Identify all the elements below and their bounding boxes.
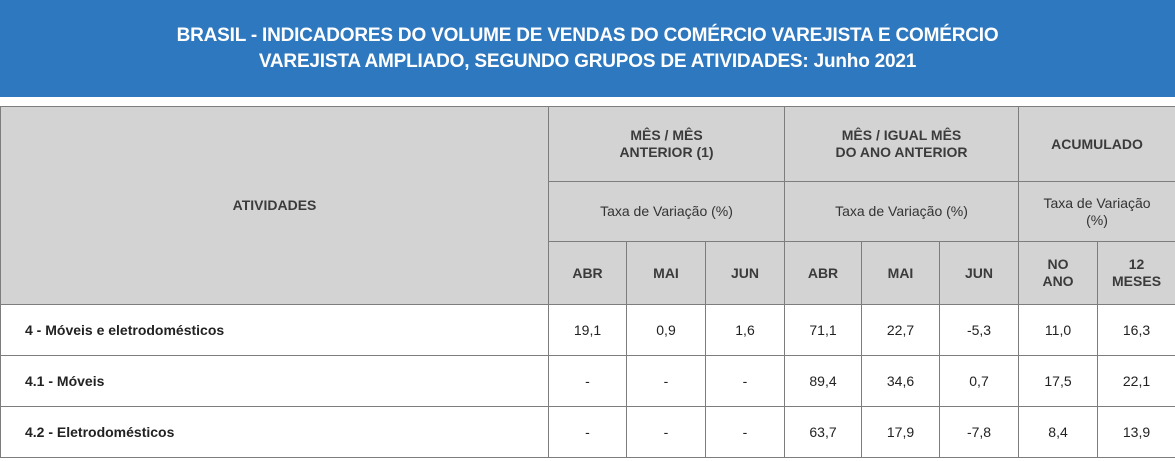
table-cell: 11,0 bbox=[1019, 305, 1098, 356]
title-line-1: BRASIL - INDICADORES DO VOLUME DE VENDAS DO COMÉRCIO VAREJISTA E COMÉRCIO bbox=[176, 24, 999, 46]
table-row bbox=[1, 407, 1175, 458]
table-cell: 17,5 bbox=[1019, 356, 1098, 407]
table-cell: 19,1 bbox=[549, 305, 627, 356]
activity-label: 4 - Móveis e eletrodomésticos bbox=[1, 305, 549, 356]
column-header: JUN bbox=[706, 242, 785, 305]
table-cell: 34,6 bbox=[862, 356, 940, 407]
table-cell: 1,6 bbox=[706, 305, 785, 356]
table-cell: - bbox=[549, 356, 627, 407]
report-title bbox=[0, 0, 1175, 97]
table-cell: 63,7 bbox=[785, 407, 862, 458]
column-header: NO ANO bbox=[1019, 242, 1098, 305]
table-cell: - bbox=[627, 356, 706, 407]
column-header: MAI bbox=[862, 242, 940, 305]
column-header: 12 MESES bbox=[1098, 242, 1175, 305]
header-sub-variation-rate: Taxa de Variação (%) bbox=[549, 182, 785, 242]
table-cell: 89,4 bbox=[785, 356, 862, 407]
table-cell: - bbox=[549, 407, 627, 458]
table-cell: - bbox=[706, 356, 785, 407]
activity-label: 4.1 - Móveis bbox=[1, 356, 549, 407]
table-cell: 22,1 bbox=[1098, 356, 1175, 407]
table-cell: 16,3 bbox=[1098, 305, 1175, 356]
title-line-2: VAREJISTA AMPLIADO, SEGUNDO GRUPOS DE ATIVIDADES: Junho 2021 bbox=[258, 50, 917, 72]
table-cell: 0,7 bbox=[940, 356, 1019, 407]
table-cell: -7,8 bbox=[940, 407, 1019, 458]
table-cell: 13,9 bbox=[1098, 407, 1175, 458]
table-row bbox=[1, 305, 1175, 356]
column-header: JUN bbox=[940, 242, 1019, 305]
activity-label: 4.2 - Eletrodomésticos bbox=[1, 407, 549, 458]
header-sub-variation-rate: Taxa de Variação (%) bbox=[785, 182, 1019, 242]
header-group-accumulated: ACUMULADO bbox=[1019, 107, 1175, 182]
header-group-month-previous: MÊS / MÊS ANTERIOR (1) bbox=[549, 107, 785, 182]
column-header: ABR bbox=[549, 242, 627, 305]
table-cell: 0,9 bbox=[627, 305, 706, 356]
table-cell: -5,3 bbox=[940, 305, 1019, 356]
header-group-same-month-previous-year: MÊS / IGUAL MÊS DO ANO ANTERIOR bbox=[785, 107, 1019, 182]
sales-indicators-table bbox=[0, 106, 1175, 458]
table-cell: 22,7 bbox=[862, 305, 940, 356]
column-header: ABR bbox=[785, 242, 862, 305]
header-sub-variation-rate: Taxa de Variação (%) bbox=[1019, 182, 1175, 242]
table-cell: 8,4 bbox=[1019, 407, 1098, 458]
table-cell: - bbox=[706, 407, 785, 458]
table-cell: 17,9 bbox=[862, 407, 940, 458]
table-cell: 71,1 bbox=[785, 305, 862, 356]
column-header: MAI bbox=[627, 242, 706, 305]
header-activities: ATIVIDADES bbox=[1, 107, 549, 305]
table-cell: - bbox=[627, 407, 706, 458]
table-row bbox=[1, 356, 1175, 407]
